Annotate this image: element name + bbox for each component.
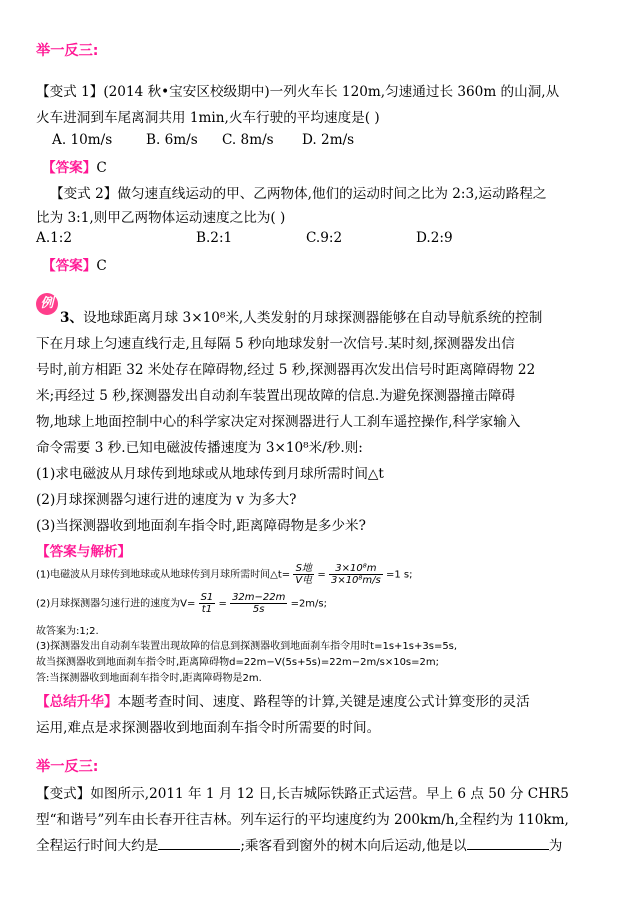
question-3: (3)当探测器收到地面刹车指令时,距离障碍物是多少米?	[36, 518, 366, 534]
variant1-line1: 【变式 1】(2014 秋•宝安区校级期中)一列火车长 120m,匀速通过长 360m 的山洞,从	[36, 84, 560, 100]
answer-label: 【答案】	[42, 160, 97, 176]
fraction-numerator: S1	[200, 592, 214, 603]
variant1-option-b: B. 6m/s	[146, 132, 198, 148]
answer-analysis-heading: 【答案与解析】	[36, 544, 132, 560]
solution-1-result: =1 s;	[385, 569, 413, 581]
answer-value: C	[96, 258, 107, 274]
question-2: (2)月球探测器匀速行进的速度为 v 为多大?	[36, 492, 297, 508]
solution-1-text: (1)电磁波从月球传到地球或从地球传到月球所需时间△t=	[36, 569, 291, 581]
question-1: (1)求电磁波从月球传到地球或从地球传到月球所需时间△t	[36, 466, 384, 482]
fraction-s1-over-t1	[199, 592, 216, 615]
example3-line6: 命令需要 3 秒.已知电磁波传播速度为 3×10⁸米/秒.则:	[36, 440, 363, 456]
example3-line1	[60, 306, 542, 326]
variant-line3-part1: 全程运行时间大约是	[36, 838, 159, 854]
solution-3-line3: 答:当探测器收到地面刹车指令时,距离障碍物是2m.	[36, 673, 262, 684]
variant-line3	[36, 834, 562, 854]
example3-line3: 号时,前方相距 32 米处存在障碍物,经过 5 秒,探测器再次发出信号时距离障碍物 22	[36, 362, 536, 378]
variant1-option-c: C. 8m/s	[222, 132, 274, 148]
variant1-line2: 火车进洞到车尾离洞共用 1min,火车行驶的平均速度是( )	[36, 110, 380, 126]
fraction-numerator: S地	[293, 563, 314, 575]
fraction-numerator: 3×10⁸m	[329, 563, 383, 575]
fraction-denominator: 5s	[252, 604, 265, 615]
section-heading-1: 举一反三:	[36, 43, 99, 59]
variant1-option-a: A. 10m/s	[52, 132, 113, 148]
fraction-values	[329, 563, 383, 586]
example-badge-icon: 例	[36, 293, 58, 315]
example3-line4: 米;再经过 5 秒,探测器发出自动刹车装置出现故障的信息.为避免探测器撞击障碍	[36, 388, 516, 404]
variant-line3-part3: 为	[548, 838, 563, 854]
summary-line1	[36, 690, 530, 710]
solution-1	[36, 563, 412, 586]
solution-2	[36, 592, 327, 615]
fraction-values	[230, 592, 287, 615]
variant2-line2: 比为 3:1,则甲乙两物体运动速度之比为( )	[36, 210, 286, 226]
answer-value: C	[96, 160, 107, 176]
fraction-denominator: V电	[295, 575, 313, 586]
variant2-option-d: D.2:9	[416, 230, 453, 246]
solution-answer-1: 故答案为:1;2.	[36, 626, 99, 637]
blank-2[interactable]	[467, 835, 549, 850]
variant2-option-b: B.2:1	[196, 230, 233, 246]
variant1-option-d: D. 2m/s	[302, 132, 355, 148]
variant2-line1: 【变式 2】做匀速直线运动的甲、乙两物体,他们的运动时间之比为 2:3,运动路程之	[50, 186, 547, 202]
section-heading-2: 举一反三:	[36, 759, 99, 775]
solution-2-text: (2)月球探测器匀速行进的速度为V=	[36, 598, 196, 610]
variant2-option-c: C.9:2	[306, 230, 343, 246]
example3-number: 3、	[60, 310, 84, 326]
summary-text: 本题考查时间、速度、路程等的计算,关键是速度公式计算变形的灵活	[117, 694, 530, 710]
blank-1[interactable]	[158, 835, 240, 850]
equals-sign: =	[218, 598, 227, 610]
variant2-answer	[42, 254, 107, 274]
fraction-numerator: 32m−22m	[232, 592, 286, 603]
example3-line5: 物,地球上地面控制中心的科学家决定对探测器进行人工刹车遥控操作,科学家输入	[36, 414, 521, 430]
summary-line2: 运用,难点是求探测器收到地面刹车指令时所需要的时间。	[36, 720, 381, 736]
example3-text: 设地球距离月球 3×10⁸米,人类发射的月球探测器能够在自动导航系统的控制	[83, 310, 543, 326]
equals-sign: =	[317, 569, 326, 581]
example3-line2: 下在月球上匀速直线行走,且每隔 5 秒向地球发射一次信号.某时刻,探测器发出信	[36, 336, 515, 352]
variant-line1: 【变式】如图所示,2011 年 1 月 12 日,长吉城际铁路正式运营。早上 6 点 50 分 CHR5	[36, 786, 569, 802]
variant-line3-part2: ;乘客看到窗外的树木向后运动,他是以	[240, 838, 467, 854]
summary-label: 【总结升华】	[36, 694, 118, 710]
fraction-s-over-v	[293, 563, 314, 586]
fraction-denominator: 3×10⁸m/s	[330, 575, 381, 586]
variant-line2: 型“和谐号”列车由长春开往吉林。列车运行的平均速度约为 200km/h,全程约为 110km,	[36, 812, 569, 828]
fraction-denominator: t1	[201, 604, 213, 615]
variant1-answer	[42, 156, 107, 176]
solution-3-line2: 故当探测器收到地面刹车指令时,距离障碍物d=22m−V(5s+5s)=22m−2m/s×10s=2m;	[36, 657, 439, 668]
answer-label: 【答案】	[42, 258, 97, 274]
solution-3-line1: (3)探测器发出自动刹车装置出现故障的信息到探测器收到地面刹车指令用时t=1s+1s+3s=5s,	[36, 641, 458, 652]
variant2-option-a: A.1:2	[36, 230, 73, 246]
solution-2-result: =2m/s;	[290, 598, 327, 610]
